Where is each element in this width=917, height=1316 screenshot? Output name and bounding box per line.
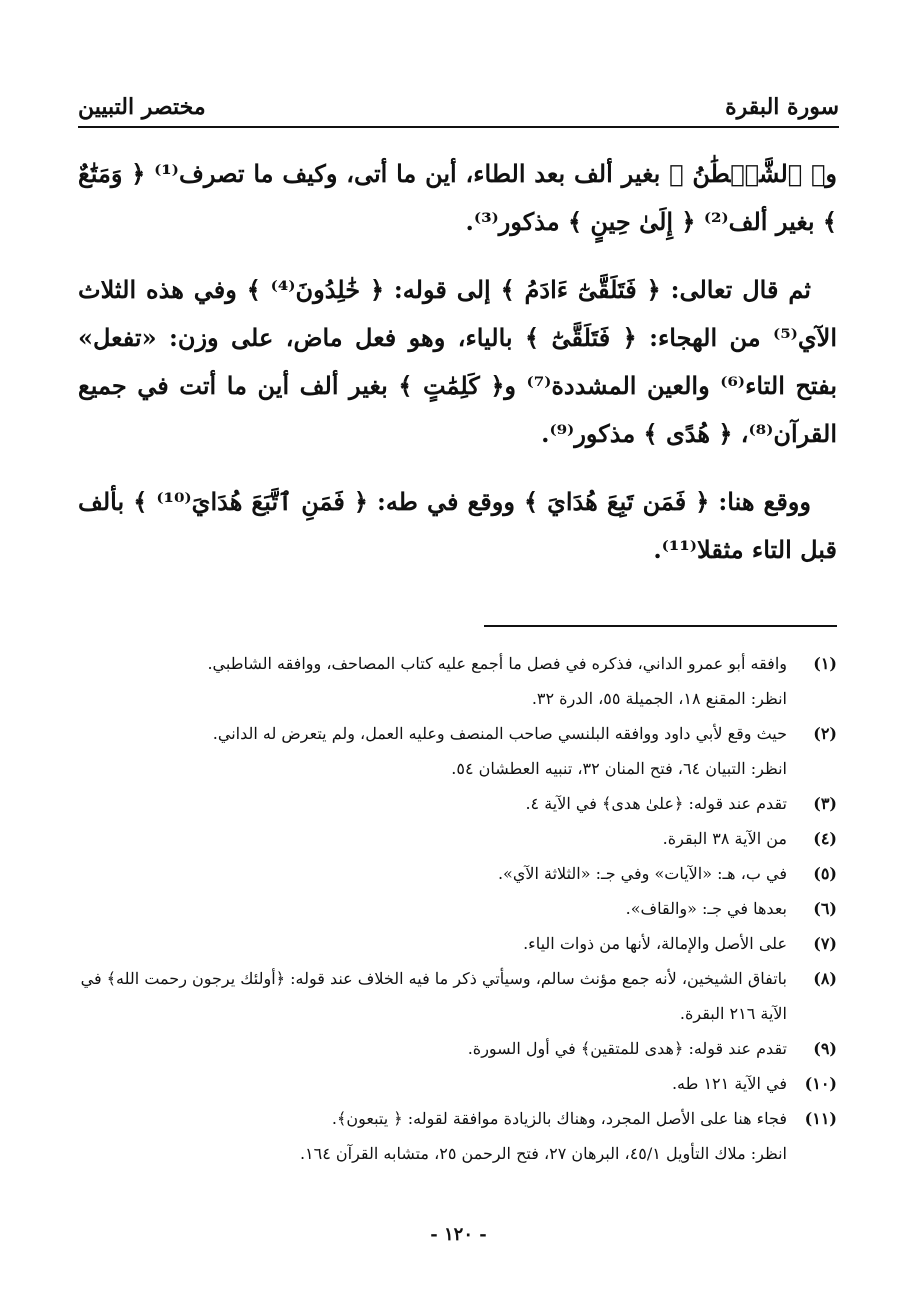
main-text (78, 150, 837, 594)
footnote-text: باتفاق الشيخين، لأنه جمع مؤنث سالم، وسيأتي ذكر ما فيه الخلاف عند قوله: ﴿أولئك يرجون رحمت الله﴾ في الآية ٢١٦ البقرة. (80, 969, 787, 1023)
footnote (78, 786, 837, 821)
footnotes (78, 646, 837, 1171)
footnote (78, 926, 837, 961)
footnote-text: وافقه أبو عمرو الداني، فذكره في فصل ما أجمع عليه كتاب المصاحف، ووافقه الشاطبي. (207, 654, 787, 673)
footnote-number: (١) (813, 654, 837, 673)
footnote (78, 716, 837, 786)
footnote-text: من الآية ٣٨ البقرة. (662, 829, 787, 848)
footnote (78, 1031, 837, 1066)
footnote-number: (٧) (813, 934, 837, 953)
footnote-reference: انظر: ملاك التأويل ٤٥/١، البرهان ٢٧، فتح الرحمن ٢٥، متشابه القرآن ١٦٤. (299, 1144, 787, 1163)
footnote-text: تقدم عند قوله: ﴿علىٰ هدى﴾ في الآية ٤. (525, 794, 787, 813)
footnote-text: على الأصل والإمالة، لأنها من ذوات الياء. (523, 934, 787, 953)
footnote (78, 821, 837, 856)
footnote-number: (٣) (813, 794, 837, 813)
footnote-text: في ب، هـ: «الآيات» وفي جـ: «الثلاثة الآي». (497, 864, 787, 883)
footnote-text: فجاء هنا على الأصل المجرد، وهناك بالزيادة موافقة لقوله: ﴿ يتبعون﴾. (331, 1109, 787, 1128)
footnote-number: (٥) (813, 864, 837, 883)
footnote-number: (١٠) (804, 1074, 837, 1093)
footnote (78, 646, 837, 716)
book-title: مختصر التبيين (78, 94, 206, 120)
footnote-number: (٨) (813, 969, 837, 988)
footnote-number: (٩) (813, 1039, 837, 1058)
footnote-reference: انظر: التبيان ٦٤، فتح المنان ٣٢، تنبيه العطشان ٥٤. (451, 759, 787, 778)
footnote-text: حيث وقع لأبي داود ووافقه البلنسي صاحب المنصف وعليه العمل، ولم يتعرض له الداني. (212, 724, 787, 743)
paragraph-2: ثم قال تعالى: ﴿ فَتَلَقَّىٰٓ ءَادَمُ ﴾ إلى قوله: ﴿ خَٰلِدُونَ⁽⁴⁾ ﴾ وفي هذه الثلاث الآي⁽⁵⁾ من الهجاء: ﴿ فَتَلَقَّىٰٓ ﴾ بالياء، وهو فعل ماض، على وزن: «تفعل» بفتح التاء⁽⁶⁾ والعين المشددة⁽⁷⁾ و﴿ كَلِمَٰتٍ ﴾ بغير ألف أين ما أتت في جميع القرآن⁽⁸⁾، ﴿ هُدًى ﴾ مذكور⁽⁹⁾. (78, 275, 837, 448)
footnote-text: في الآية ١٢١ طه. (671, 1074, 787, 1093)
paragraph-3: ووقع هنا: ﴿ فَمَن تَبِعَ هُدَايَ ﴾ ووقع في طه: ﴿ فَمَنِ ٱتَّبَعَ هُدَايَ⁽¹⁰⁾ ﴾ بألف قبل التاء مثقلا⁽¹¹⁾. (78, 487, 837, 564)
footnote-number: (٦) (813, 899, 837, 918)
footnote-text: تقدم عند قوله: ﴿هدى للمتقين﴾ في أول السورة. (467, 1039, 787, 1058)
footnote (78, 891, 837, 926)
footnote-number: (٤) (813, 829, 837, 848)
footnote-divider (484, 625, 837, 627)
footnote (78, 856, 837, 891)
footnote-text: بعدها في جـ: «والقاف». (625, 899, 787, 918)
footnote (78, 961, 837, 1031)
footnote-number: (٢) (813, 724, 837, 743)
footnote-reference: انظر: المقنع ١٨، الجميلة ٥٥، الدرة ٣٢. (531, 689, 787, 708)
page-number: - ١٢٠ - (430, 1224, 487, 1245)
footnote (78, 1066, 837, 1101)
paragraph-1: و﴿ ٱلشَّيۡطَٰنُ ﴾ بغير ألف بعد الطاء، أين ما أتى، وكيف ما تصرف⁽¹⁾ ﴿ وَمَتَٰعٌ ﴾ بغير ألف⁽²⁾ ﴿ إِلَىٰ حِينٍ ﴾ مذكور⁽³⁾. (78, 159, 837, 236)
surah-title: سورة البقرة (725, 94, 839, 120)
footnote-number: (١١) (804, 1109, 837, 1128)
footnote (78, 1101, 837, 1171)
running-header (78, 84, 839, 128)
